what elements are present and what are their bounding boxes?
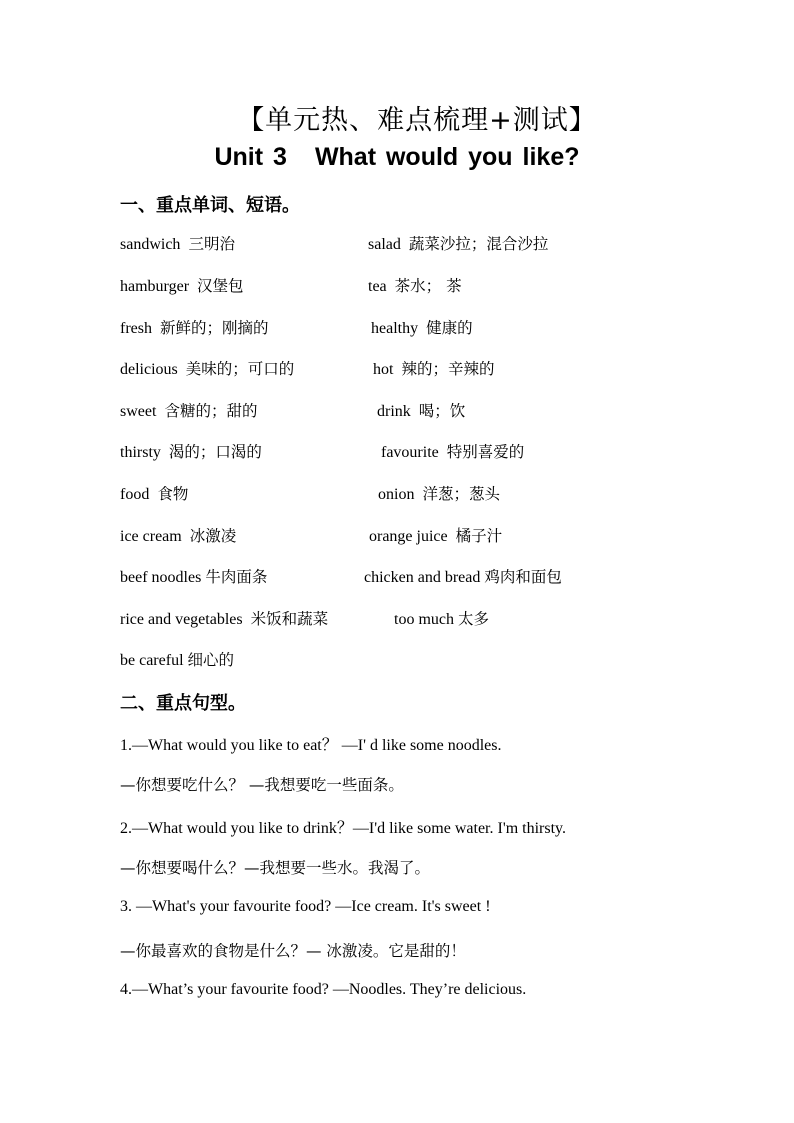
sentence-chinese: —你想要吃什么？ —我想要吃一些面条。: [120, 776, 404, 794]
vocab-left: [120, 357, 294, 379]
vocab-meaning: 茶水； 茶: [394, 277, 462, 295]
vocab-right: [373, 357, 494, 379]
vocab-term: rice and vegetables: [120, 611, 243, 628]
vocab-meaning: 辣的；辛辣的: [401, 360, 495, 378]
vocab-left: [120, 482, 188, 504]
vocab-meaning: 喝；饮: [418, 402, 466, 420]
vocab-term: delicious: [120, 361, 178, 378]
sentence-english: 2.—What would you like to drink？—I'd like some water. I'm thirsty.: [120, 820, 566, 837]
vocab-term: hot: [373, 361, 394, 378]
vocab-right: [368, 232, 548, 254]
vocab-term: sweet: [120, 403, 157, 420]
vocab-row: [0, 565, 794, 589]
vocab-meaning: 汉堡包: [197, 277, 244, 295]
vocab-meaning: 含糖的；甜的: [164, 402, 258, 420]
vocab-term: ice cream: [120, 528, 182, 545]
vocab-term: thirsty: [120, 444, 161, 461]
vocab-left: [120, 274, 244, 296]
vocab-row: [0, 232, 794, 256]
vocab-term: healthy: [371, 320, 419, 337]
vocab-term: favourite: [381, 444, 439, 461]
vocab-meaning: 米饭和蔬菜: [250, 610, 329, 628]
vocab-row: [0, 524, 794, 548]
vocab-left: [120, 316, 269, 338]
vocab-term: drink: [377, 403, 411, 420]
vocab-left: [120, 565, 267, 587]
vocab-term: onion: [378, 486, 415, 503]
vocab-meaning: 蔬菜沙拉；混合沙拉: [408, 235, 549, 253]
vocab-left: [120, 232, 235, 254]
vocab-term: hamburger: [120, 278, 190, 295]
vocab-meaning: 橘子汁: [455, 527, 503, 545]
vocab-left: [120, 648, 234, 670]
vocab-row: [0, 440, 794, 464]
vocab-term: sandwich: [120, 236, 181, 253]
vocab-term: food: [120, 486, 150, 503]
vocab-meaning: 太多: [458, 610, 490, 628]
sentence-chinese: —你想要喝什么？—我想要一些水。我渴了。: [120, 859, 431, 877]
vocab-meaning: 渴的；口渴的: [168, 443, 262, 461]
vocab-right: [369, 524, 502, 546]
vocab-row: [0, 648, 794, 672]
vocab-row: [0, 607, 794, 631]
vocab-left: [120, 524, 236, 546]
vocab-term: beef noodles: [120, 569, 202, 586]
section-heading-sentences: 二、重点句型。: [120, 693, 246, 714]
vocab-term: orange juice: [369, 528, 448, 545]
vocab-term: tea: [368, 278, 387, 295]
vocab-right: [381, 440, 524, 462]
vocab-left: [120, 399, 257, 421]
vocab-meaning: 特别喜爱的: [446, 443, 525, 461]
vocab-row: [0, 399, 794, 423]
vocab-term: fresh: [120, 320, 152, 337]
vocab-meaning: 三明治: [188, 235, 235, 253]
vocab-right: [378, 482, 500, 504]
vocab-row: [0, 274, 794, 298]
vocab-meaning: 细心的: [187, 651, 235, 669]
sentence-chinese: —你最喜欢的食物是什么？— 冰激凌。它是甜的！: [120, 942, 466, 960]
vocab-left: [120, 440, 262, 462]
sentence-english: 1.—What would you like to eat？ —I' d like some noodles.: [120, 737, 502, 754]
vocab-right: [364, 565, 562, 587]
unit-number: Unit 3: [214, 143, 287, 171]
vocab-row: [0, 357, 794, 381]
vocab-meaning: 冰激凌: [189, 527, 237, 545]
vocab-term: salad: [368, 236, 401, 253]
sentence-english: 4.—What’s your favourite food? —Noodles. They’re delicious.: [120, 981, 527, 998]
vocab-meaning: 美味的；可口的: [185, 360, 295, 378]
vocab-meaning: 健康的: [426, 319, 473, 337]
vocab-right: [368, 274, 462, 296]
vocab-right: [377, 399, 465, 421]
vocab-meaning: 食物: [157, 485, 189, 503]
vocab-row: [0, 482, 794, 506]
section-heading-vocab: 一、重点单词、短语。: [120, 195, 300, 216]
vocab-right: [371, 316, 473, 338]
vocab-term: chicken and bread: [364, 569, 481, 586]
vocab-meaning: 新鲜的；刚摘的: [159, 319, 269, 337]
unit-name: What would you like?: [314, 143, 580, 171]
vocab-meaning: 洋葱；葱头: [422, 485, 500, 503]
vocab-row: [0, 316, 794, 340]
sentence-english: 3. —What's your favourite food? —Ice cream. It's sweet !: [120, 898, 491, 915]
vocab-meaning: 牛肉面条: [205, 568, 268, 586]
vocab-term: be careful: [120, 652, 184, 669]
vocab-term: too much: [394, 611, 454, 628]
vocab-right: [394, 607, 489, 629]
vocab-meaning: 鸡肉和面包: [484, 568, 562, 586]
unit-title: [0, 143, 794, 172]
page-title-chinese: 【单元热、难点梳理+测试】: [237, 105, 597, 136]
vocab-left: [120, 607, 328, 629]
